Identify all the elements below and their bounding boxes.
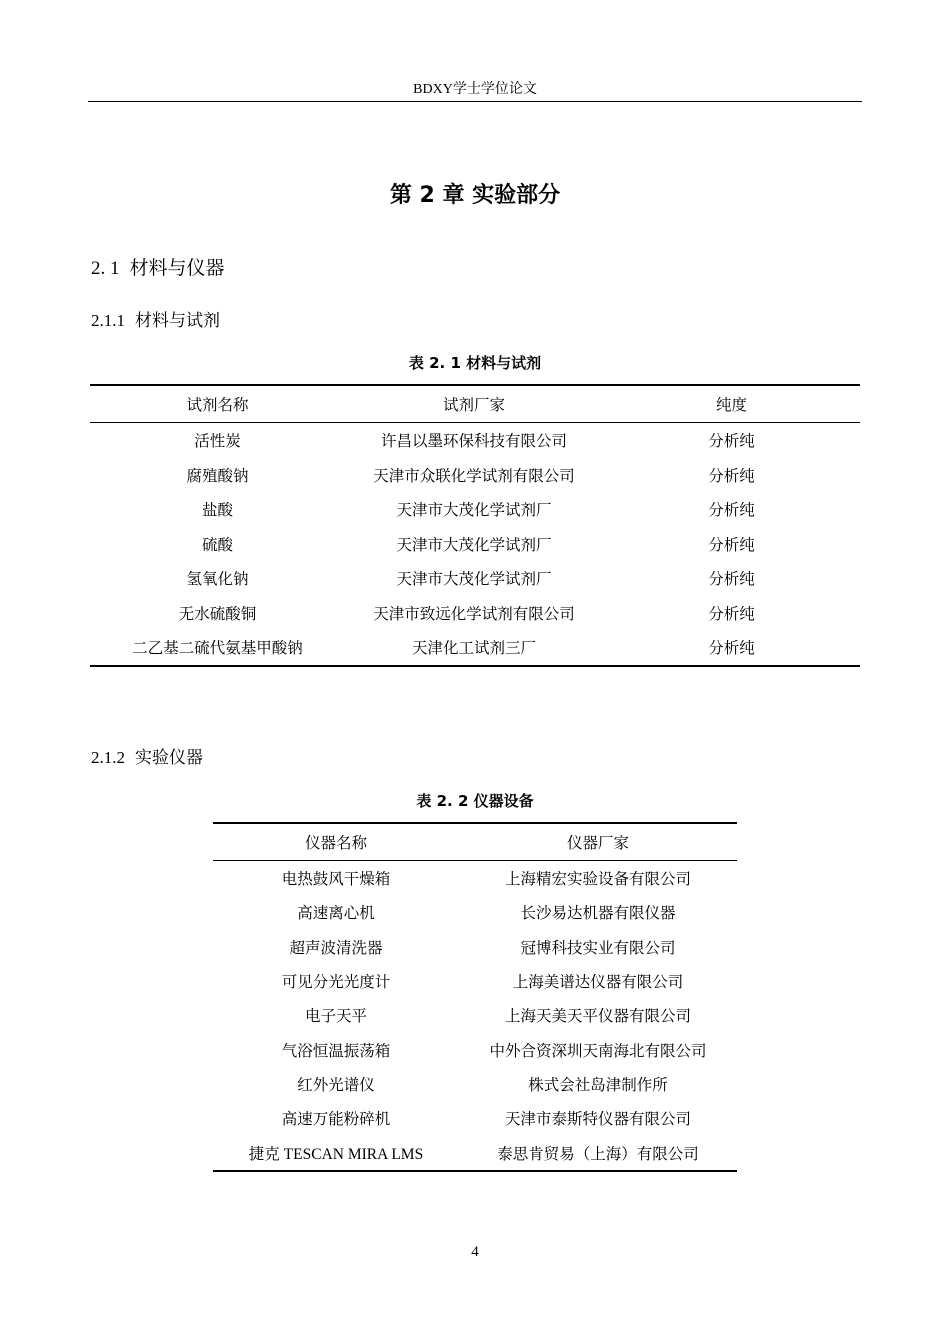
subsection-title: 材料与试剂 [135,311,220,331]
table-cell: 电热鼓风干燥箱 [281,871,391,889]
table-cell: 腐殖酸钠 [186,467,249,485]
table-cell: 上海精宏实验设备有限公司 [504,871,691,889]
table-cell: 盐酸 [201,502,233,520]
subsection-2-1-2-heading [91,743,203,768]
table-cell: 活性炭 [194,433,241,451]
table-cell: 分析纯 [708,605,755,623]
instruments-table [213,822,737,1172]
reagents-table [90,384,860,667]
table-cell: 泰思肯贸易（上海）有限公司 [497,1145,699,1163]
table-row [90,458,860,493]
table-cell: 红外光谱仪 [297,1076,375,1094]
table-row [213,895,737,929]
table-row [213,1067,737,1101]
table-cell: 天津化工试剂三厂 [411,640,536,658]
table-cell: 电子天平 [304,1008,367,1026]
subsection-number: 2.1.1 [91,311,125,330]
table-cell: 二乙基二硫代氨基甲酸钠 [132,640,303,658]
table-cell: 天津市大茂化学试剂厂 [396,502,552,520]
table-cell: 分析纯 [708,536,755,554]
table-row [213,1032,737,1066]
page-number: 4 [471,1244,479,1260]
section-title: 材料与仪器 [129,257,225,279]
table-cell: 超声波清洗器 [289,939,383,957]
table-cell: 高速离心机 [297,905,375,923]
table-row [90,527,860,562]
table-cell: 分析纯 [708,433,755,451]
table-cell: 气浴恒温振荡箱 [281,1042,391,1060]
table1-caption: 表 2. 1 材料与试剂 [408,354,542,372]
table-cell: 株式会社岛津制作所 [528,1076,668,1094]
table-cell: 分析纯 [708,502,755,520]
table-row [213,1101,737,1135]
table-header-row [213,823,737,861]
table-cell: 捷克 TESCAN MIRA LMS [248,1145,424,1163]
table-cell: 冠博科技实业有限公司 [520,939,676,957]
column-header: 试剂名称 [186,397,249,414]
table-cell: 天津市大茂化学试剂厂 [396,536,552,554]
table-cell: 天津市大茂化学试剂厂 [396,571,552,589]
subsection-2-1-1-heading [91,306,220,331]
table-row [213,1135,737,1170]
table-cell: 可见分光光度计 [281,974,391,992]
subsection-title: 实验仪器 [135,748,203,768]
header-rule [88,101,862,102]
table-cell: 高速万能粉碎机 [281,1111,391,1129]
table-row [213,998,737,1032]
table-row [90,630,860,666]
table-cell: 硫酸 [201,536,233,554]
table-cell: 上海天美天平仪器有限公司 [504,1008,691,1026]
section-2-1-heading [91,253,225,280]
page-header: BDXY学士学位论文 [413,82,537,97]
table-cell: 中外合资深圳天南海北有限公司 [489,1042,707,1060]
table-row [90,492,860,527]
table-row [90,596,860,631]
table-row [213,861,737,896]
table2-caption: 表 2. 2 仪器设备 [416,792,534,810]
table-cell: 上海美谱达仪器有限公司 [512,974,684,992]
table-row [213,930,737,964]
table-cell: 长沙易达机器有限仪器 [520,905,676,923]
column-header: 试剂厂家 [442,397,505,414]
column-header: 仪器厂家 [566,835,629,852]
table-row [213,964,737,998]
column-header: 仪器名称 [304,835,367,852]
table-cell: 分析纯 [708,571,755,589]
table-cell: 氢氧化钠 [186,571,249,589]
table-row [90,423,860,458]
column-header: 纯度 [715,397,747,414]
table-row [90,561,860,596]
table-cell: 分析纯 [708,640,755,658]
table-cell: 天津市泰斯特仪器有限公司 [504,1111,691,1129]
table-cell: 无水硫酸铜 [178,605,257,623]
table-cell: 天津市致远化学试剂有限公司 [373,605,575,623]
table-cell: 分析纯 [708,467,755,485]
table-cell: 天津市众联化学试剂有限公司 [373,467,575,485]
section-number: 2. 1 [91,258,120,279]
chapter-title: 第 2 章 实验部分 [389,183,561,208]
table-header-row [90,385,860,423]
table-cell: 许昌以墨环保科技有限公司 [380,433,567,451]
subsection-number: 2.1.2 [91,748,125,767]
